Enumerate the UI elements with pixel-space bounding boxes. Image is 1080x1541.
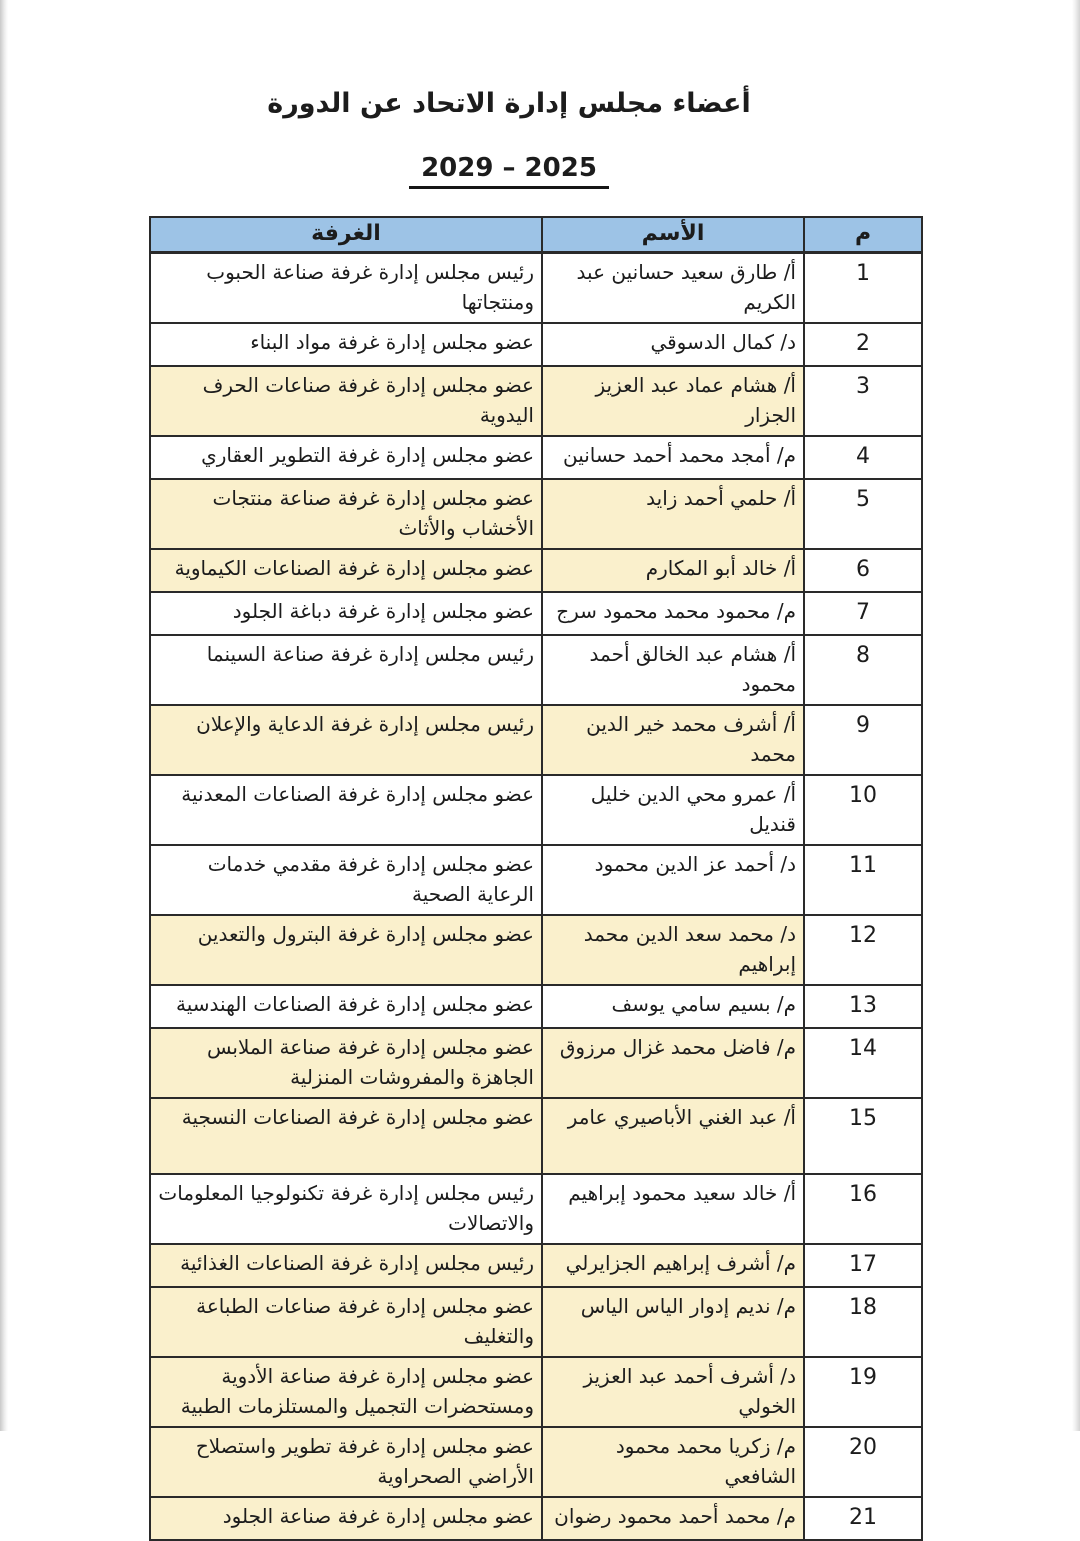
- page-edge-left: [0, 0, 8, 1431]
- table-row: [150, 1497, 922, 1540]
- page-edge-right: [1072, 0, 1080, 1431]
- member-number: 15: [804, 1098, 922, 1174]
- table-row: [150, 366, 922, 436]
- header-row: [150, 217, 922, 253]
- member-number: 18: [804, 1287, 922, 1357]
- table-row: [150, 1098, 922, 1174]
- member-number: 5: [804, 479, 922, 549]
- table-row: [150, 1287, 922, 1357]
- member-chamber: عضو مجلس إدارة غرفة تطوير واستصلاح الأراضي الصحراوية: [150, 1427, 542, 1497]
- table-row: [150, 845, 922, 915]
- member-number: 8: [804, 635, 922, 705]
- table-row: [150, 705, 922, 775]
- member-chamber: عضو مجلس إدارة غرفة صناعة الجلود: [150, 1497, 542, 1540]
- document-header: [123, 0, 895, 189]
- member-name: أ/ خالد سعيد محمود إبراهيم: [542, 1174, 804, 1244]
- member-chamber: رئيس مجلس إدارة غرفة صناعة السينما: [150, 635, 542, 705]
- member-name: أ/ أشرف محمد خير الدين محمد: [542, 705, 804, 775]
- header-name: الأسم: [542, 217, 804, 253]
- table-row: [150, 1244, 922, 1287]
- member-name: أ/ عمرو محي الدين خليل قنديل: [542, 775, 804, 845]
- member-chamber: عضو مجلس إدارة غرفة البترول والتعدين: [150, 915, 542, 985]
- member-name: د/ أحمد عز الدين محمود: [542, 845, 804, 915]
- member-number: 12: [804, 915, 922, 985]
- member-chamber: عضو مجلس إدارة غرفة مواد البناء: [150, 323, 542, 366]
- members-table: [149, 216, 923, 1541]
- table-row: [150, 985, 922, 1028]
- member-number: 16: [804, 1174, 922, 1244]
- member-name: م/ بسيم سامي يوسف: [542, 985, 804, 1028]
- member-name: م/ أشرف إبراهيم الجزايرلي: [542, 1244, 804, 1287]
- member-chamber: رئيس مجلس إدارة غرفة صناعة الحبوب ومنتجاتها: [150, 253, 542, 324]
- member-number: 3: [804, 366, 922, 436]
- table-row: [150, 479, 922, 549]
- table-row: [150, 1174, 922, 1244]
- member-number: 20: [804, 1427, 922, 1497]
- member-name: د/ أشرف أحمد عبد العزيز الخولي: [542, 1357, 804, 1427]
- members-table-body: [150, 253, 922, 1541]
- member-name: د/ كمال الدسوقي: [542, 323, 804, 366]
- table-row: [150, 775, 922, 845]
- table-row: [150, 253, 922, 324]
- member-number: 19: [804, 1357, 922, 1427]
- member-chamber: عضو مجلس إدارة غرفة صناعات الطباعة والتغليف: [150, 1287, 542, 1357]
- member-number: 9: [804, 705, 922, 775]
- member-name: أ/ حلمي أحمد زايد: [542, 479, 804, 549]
- table-row: [150, 635, 922, 705]
- header-chamber: الغرفة: [150, 217, 542, 253]
- member-number: 7: [804, 592, 922, 635]
- member-name: م/ نديم إدوار الياس الياس: [542, 1287, 804, 1357]
- member-name: أ/ خالد أبو المكارم: [542, 549, 804, 592]
- member-number: 11: [804, 845, 922, 915]
- member-chamber: عضو مجلس إدارة غرفة صناعة منتجات الأخشاب والأثاث: [150, 479, 542, 549]
- member-name: أ/ هشام عماد عبد العزيز الجزار: [542, 366, 804, 436]
- page-title: أعضاء مجلس إدارة الاتحاد عن الدورة: [267, 88, 751, 119]
- document-page: [149, 0, 921, 1541]
- member-number: 14: [804, 1028, 922, 1098]
- table-row: [150, 436, 922, 479]
- member-chamber: عضو مجلس إدارة غرفة الصناعات النسجية: [150, 1098, 542, 1174]
- table-row: [150, 592, 922, 635]
- table-row: [150, 915, 922, 985]
- member-chamber: عضو مجلس إدارة غرفة مقدمي خدمات الرعاية الصحية: [150, 845, 542, 915]
- member-chamber: عضو مجلس إدارة غرفة الصناعات الهندسية: [150, 985, 542, 1028]
- table-row: [150, 549, 922, 592]
- member-chamber: عضو مجلس إدارة غرفة صناعات الحرف اليدوية: [150, 366, 542, 436]
- member-name: أ/ طارق سعيد حسانين عبد الكريم: [542, 253, 804, 324]
- member-chamber: عضو مجلس إدارة غرفة الصناعات المعدنية: [150, 775, 542, 845]
- table-row: [150, 1357, 922, 1427]
- member-name: م/ زكريا محمد محمود الشافعي: [542, 1427, 804, 1497]
- member-number: 13: [804, 985, 922, 1028]
- header-number: م: [804, 217, 922, 253]
- members-table-header: [150, 217, 922, 253]
- member-chamber: عضو مجلس إدارة غرفة الصناعات الكيماوية: [150, 549, 542, 592]
- member-number: 6: [804, 549, 922, 592]
- member-chamber: عضو مجلس إدارة غرفة صناعة الأدوية ومستحضرات التجميل والمستلزمات الطبية: [150, 1357, 542, 1427]
- term-heading: [123, 153, 895, 189]
- member-chamber: عضو مجلس إدارة غرفة دباغة الجلود: [150, 592, 542, 635]
- member-chamber: رئيس مجلس إدارة غرفة الدعاية والإعلان: [150, 705, 542, 775]
- member-number: 10: [804, 775, 922, 845]
- table-row: [150, 323, 922, 366]
- table-row: [150, 1427, 922, 1497]
- member-name: م/ أمجد محمد أحمد حسانين: [542, 436, 804, 479]
- term-years: 2025 – 2029: [409, 153, 609, 189]
- member-number: 21: [804, 1497, 922, 1540]
- table-row: [150, 1028, 922, 1098]
- member-chamber: عضو مجلس إدارة غرفة التطوير العقاري: [150, 436, 542, 479]
- member-name: م/ محمد أحمد محمود رضوان: [542, 1497, 804, 1540]
- member-chamber: عضو مجلس إدارة غرفة صناعة الملابس الجاهزة والمفروشات المنزلية: [150, 1028, 542, 1098]
- member-name: د/ محمد سعد الدين محمد إبراهيم: [542, 915, 804, 985]
- member-name: م/ محمود محمد محمود سرج: [542, 592, 804, 635]
- member-chamber: رئيس مجلس إدارة غرفة تكنولوجيا المعلومات والاتصالات: [150, 1174, 542, 1244]
- member-name: أ/ هشام عبد الخالق أحمد محمود: [542, 635, 804, 705]
- member-name: أ/ عبد الغني الأباصيري عامر: [542, 1098, 804, 1174]
- member-number: 1: [804, 253, 922, 324]
- member-name: م/ فاضل محمد غزال مرزوق: [542, 1028, 804, 1098]
- member-chamber: رئيس مجلس إدارة غرفة الصناعات الغذائية: [150, 1244, 542, 1287]
- member-number: 4: [804, 436, 922, 479]
- member-number: 17: [804, 1244, 922, 1287]
- member-number: 2: [804, 323, 922, 366]
